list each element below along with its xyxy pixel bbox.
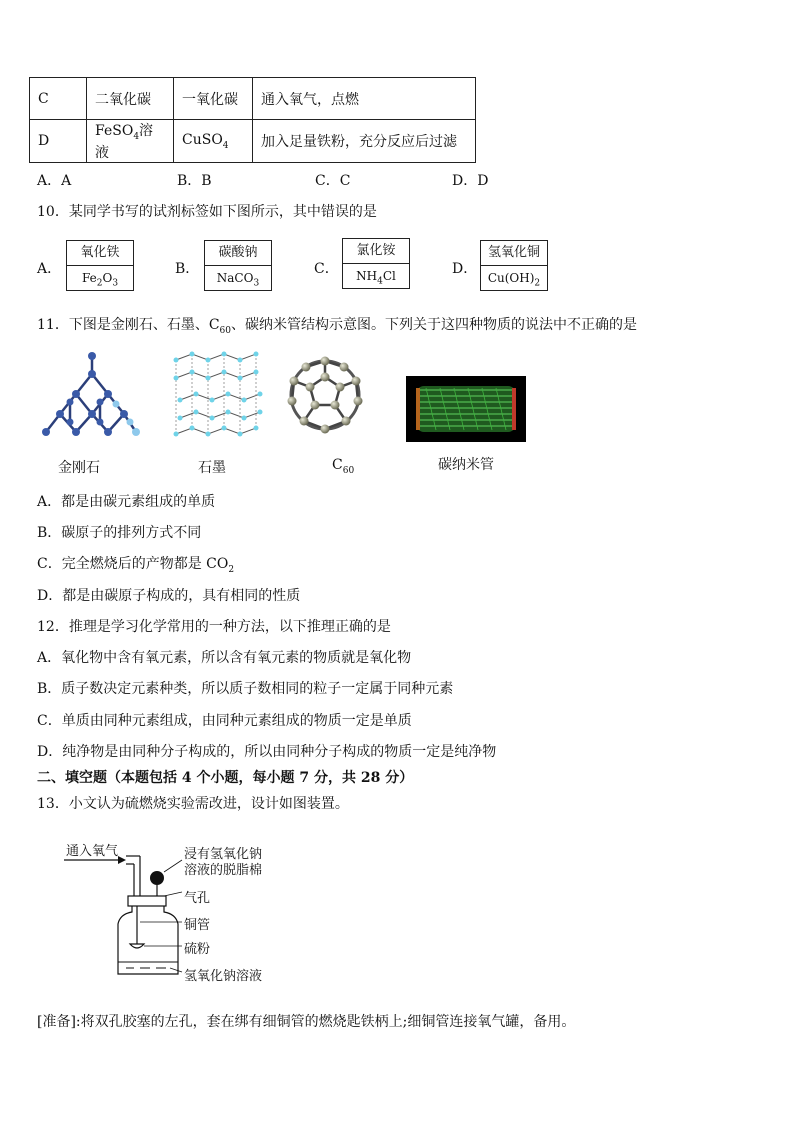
c60-structure-image <box>284 349 366 441</box>
question-stem: 10．某同学书写的试剂标签如下图所示，其中错误的是 <box>37 204 377 220</box>
preparation-text: [准备]:将双孔胶塞的左孔，套在绑有细铜管的燃烧匙铁柄上;细铜管连接氧气罐，备用。 <box>37 1014 576 1030</box>
answer-option: C． <box>314 261 339 277</box>
figure-caption: 碳纳米管 <box>438 457 494 473</box>
section-heading: 二、填空题（本题包括 4 个小题，每小题 7 分，共 28 分） <box>37 770 414 786</box>
answer-option: A． <box>37 261 62 277</box>
label-formula: $NH_4Cl$ <box>356 269 396 287</box>
reagent-label <box>342 238 410 289</box>
figure-caption: 金刚石 <box>58 460 100 476</box>
answer-option: A．氧化物中含有氧元素，所以含有氧元素的物质就是氧化物 <box>37 650 412 666</box>
table-cell: FeSO$_4$溶液 <box>87 120 174 163</box>
label-name: 氧化铁 <box>67 241 133 266</box>
answer-option: D．D <box>452 173 489 189</box>
answer-option: C．C <box>315 173 351 189</box>
sulfur-label: 硫粉 <box>184 942 211 957</box>
label-name: 氢氧化铜 <box>481 241 547 266</box>
reagent-label <box>204 240 272 291</box>
table-cell: 一氧化碳 <box>174 78 253 120</box>
nanotube-structure-image <box>406 376 526 442</box>
answer-option: B． <box>175 261 200 277</box>
figure-caption: $C_{60}$ <box>332 457 355 476</box>
answer-option: C．完全燃烧后的产物都是 $CO_2$ <box>37 556 235 575</box>
diamond-structure-image <box>40 350 144 442</box>
answer-option: B．B <box>177 173 212 189</box>
naoh-solution-label: 氢氧化钠溶液 <box>184 969 263 984</box>
answer-option: C．单质由同种元素组成，由同种元素组成的物质一定是单质 <box>37 713 412 729</box>
question-stem: 11．下图是金刚石、石墨、$C_{60}$、碳纳米管结构示意图。下列关于这四种物质的说法中不正确的是 <box>37 317 637 336</box>
table-cell: 二氧化碳 <box>87 78 174 120</box>
table-row <box>30 120 476 163</box>
table-cell: CuSO$_4$ <box>174 120 253 163</box>
table-cell: D <box>30 120 87 163</box>
table-cell: 通入氧气，点燃 <box>253 78 476 120</box>
answer-option: D．都是由碳原子构成的，具有相同的性质 <box>37 588 301 604</box>
graphite-structure-image <box>170 350 266 440</box>
label-name: 氯化铵 <box>343 239 409 264</box>
copper-tube-label: 铜管 <box>184 918 211 933</box>
options-table <box>29 77 476 163</box>
cotton-label: 浸有氢氧化钠 <box>184 847 263 862</box>
label-formula: $Cu(OH)_2$ <box>487 271 541 289</box>
answer-option: B．质子数决定元素种类，所以质子数相同的粒子一定属于同种元素 <box>37 681 454 697</box>
figure-caption: 石墨 <box>198 460 226 476</box>
label-formula: $Fe_2O_3$ <box>81 271 119 289</box>
air-hole-label: 气孔 <box>184 891 211 906</box>
table-cell: C <box>30 78 87 120</box>
answer-option: D． <box>452 261 478 277</box>
question-stem: 13．小文认为硫燃烧实验需改进，设计如图装置。 <box>37 796 349 812</box>
answer-option: A．A <box>37 173 72 189</box>
reagent-label <box>66 240 134 291</box>
answer-option: B．碳原子的排列方式不同 <box>37 525 202 541</box>
reagent-label <box>480 240 548 291</box>
answer-option: D．纯净物是由同种分子构成的，所以由同种分子构成的物质一定是纯净物 <box>37 744 497 760</box>
table-row <box>30 78 476 120</box>
label-formula: NaCO$_3$ <box>216 271 260 289</box>
question-stem: 12．推理是学习化学常用的一种方法，以下推理正确的是 <box>37 619 391 635</box>
cotton-label: 溶液的脱脂棉 <box>184 863 263 878</box>
answer-option: A．都是由碳元素组成的单质 <box>37 494 216 510</box>
oxygen-inlet-label: 通入氧气 <box>66 844 119 859</box>
label-name: 碳酸钠 <box>205 241 271 266</box>
table-cell: 加入足量铁粉，充分反应后过滤 <box>253 120 476 163</box>
